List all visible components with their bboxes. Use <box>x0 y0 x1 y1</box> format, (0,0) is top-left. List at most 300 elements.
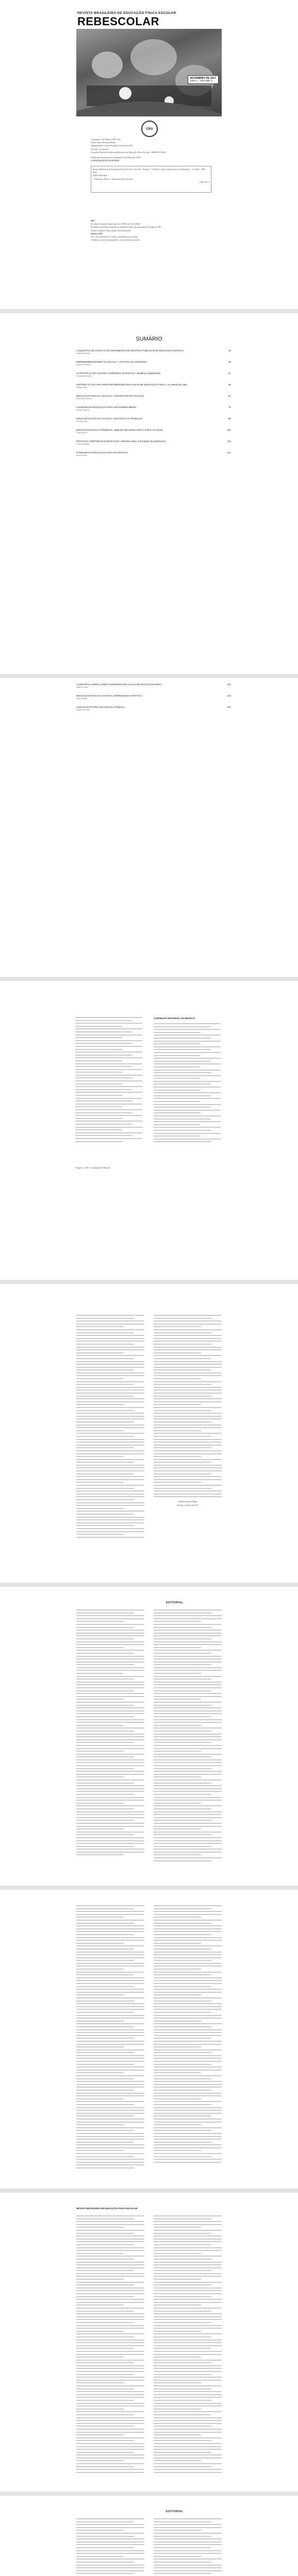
colophon-bottom-4: Editora CRV <box>91 232 103 235</box>
text-line <box>154 1459 222 1460</box>
text-line <box>154 1644 222 1645</box>
text-line <box>154 1727 222 1728</box>
text-line <box>154 1462 211 1463</box>
text-line <box>76 1725 124 1726</box>
text-line <box>154 1384 211 1385</box>
text-line <box>154 1785 222 1786</box>
text-line <box>76 2215 144 2216</box>
text-line <box>76 1852 144 1853</box>
text-line <box>154 2313 222 2314</box>
summary-item-authors: Juliana Mendes <box>76 352 90 354</box>
text-line <box>154 2104 211 2105</box>
text-line <box>76 2466 134 2467</box>
text-line <box>154 1713 222 1714</box>
text-line <box>154 1834 211 1835</box>
text-line <box>154 1682 222 1683</box>
text-line <box>76 1783 134 1784</box>
page-separator <box>0 1583 298 1587</box>
text-line <box>76 1407 144 1408</box>
text-line <box>154 1969 201 1970</box>
text-line <box>154 1329 222 1330</box>
text-line <box>76 1826 144 1827</box>
text-line <box>154 1745 222 1746</box>
text-line <box>76 2162 144 2163</box>
text-line <box>76 2070 144 2071</box>
text-line <box>76 1670 144 1671</box>
text-line <box>76 1476 144 1477</box>
text-line <box>154 2090 211 2091</box>
text-line <box>76 2463 144 2464</box>
text-line <box>154 2267 222 2268</box>
text-line <box>76 1499 134 1500</box>
summary-item-authors: Daniel Ferreira <box>76 709 90 711</box>
page-separator <box>0 674 298 678</box>
page9-right <box>154 2518 222 2576</box>
text-line <box>154 2159 222 2160</box>
text-line <box>154 2113 222 2114</box>
text-line <box>76 2098 124 2099</box>
editorial-left-column <box>76 1315 144 1539</box>
text-line <box>154 2562 211 2563</box>
text-line <box>154 1989 222 1990</box>
text-line <box>154 1656 222 1657</box>
text-line <box>154 2556 201 2557</box>
text-line <box>76 1693 144 1694</box>
text-line <box>154 1699 201 1700</box>
text-line <box>154 1375 222 1376</box>
text-line <box>76 2556 124 2557</box>
summary-item-authors: Thiago Silva <box>76 386 87 388</box>
text-line <box>154 1925 222 1926</box>
text-line <box>154 1837 222 1838</box>
colophon-bottom-0: 2017 <box>91 219 95 222</box>
text-line <box>76 1633 144 1634</box>
text-line <box>154 2362 211 2363</box>
text-line <box>154 1974 211 1975</box>
colophon-line-6: CATALOGAÇÃO NA FONTE <box>91 159 120 162</box>
colophon-line-2: Diagramação e Capa: Designers da Editora CRV <box>91 144 133 147</box>
text-line <box>154 2544 222 2545</box>
text-line <box>76 2469 144 2470</box>
text-line <box>76 2124 124 2125</box>
text-line <box>154 2521 211 2522</box>
summary-item-authors: Lucas Andrade <box>76 443 90 445</box>
text-line <box>154 2290 222 2291</box>
text-line <box>154 1736 222 1737</box>
text-line <box>76 1846 134 1847</box>
text-line <box>76 1808 134 1809</box>
article-page <box>0 2193 298 2492</box>
text-line <box>76 2159 144 2160</box>
text-line <box>76 1834 134 1835</box>
summary-page <box>0 313 298 674</box>
text-line <box>76 2127 144 2128</box>
text-line <box>154 1805 222 1806</box>
text-line <box>76 1494 144 1495</box>
text-line <box>154 1369 211 1370</box>
text-line <box>76 2354 144 2355</box>
text-line <box>154 1396 211 1397</box>
summary-item-title: EDUCAÇÃO FÍSICA E PESQUISA: algumas discussões sobre o ensino na escola <box>76 429 163 431</box>
text-line <box>154 1992 222 1993</box>
text-line <box>76 1923 134 1924</box>
text-line <box>154 1849 222 1850</box>
text-line <box>154 2147 222 2148</box>
text-line <box>154 2414 211 2415</box>
text-line <box>154 2110 222 2111</box>
text-line <box>154 1725 201 1726</box>
text-line <box>76 1488 134 1489</box>
text-line <box>76 2437 144 2438</box>
summary-item-title: EDUCAÇÃO FÍSICA E CULTURA: DIVERSIDADE E PRÁTICA <box>76 694 143 697</box>
text-line <box>76 1442 144 1443</box>
text-line <box>154 1983 222 1984</box>
text-line <box>76 2264 144 2265</box>
text-line <box>154 2061 222 2062</box>
text-line <box>76 1911 144 1912</box>
text-line <box>76 1983 144 1984</box>
text-line <box>154 1693 222 1694</box>
text-line <box>154 2029 222 2030</box>
text-line <box>76 2147 144 2148</box>
text-line <box>154 2144 222 2145</box>
text-line <box>154 2518 222 2519</box>
text-line <box>154 1621 201 1622</box>
text-line <box>154 2012 211 2013</box>
text-line <box>76 2221 144 2222</box>
text-line <box>76 2250 144 2251</box>
text-line <box>76 2287 144 2289</box>
text-line <box>154 2357 201 2358</box>
text-line <box>76 1427 144 1428</box>
text-line <box>76 2357 124 2358</box>
text-line <box>76 1969 124 1970</box>
cover-badge-text: CRV <box>146 127 153 131</box>
text-line <box>76 1977 144 1978</box>
text-line <box>154 1613 211 1614</box>
summary-item-title: HISTÓRIA E CULTURA AFRICANA/INDÍGENA NAS AULAS DE EDUCAÇÃO FÍSICA: um estudo de caso <box>76 383 187 386</box>
text-line <box>154 1615 222 1616</box>
text-line <box>154 2026 211 2027</box>
text-line <box>154 1928 222 1929</box>
text-line <box>154 1442 222 1443</box>
text-line <box>154 2405 222 2406</box>
text-line <box>76 2409 124 2410</box>
page-separator <box>0 2492 298 2496</box>
text-line <box>76 1788 144 1789</box>
cip-line-0: ISSN 2359-4810 <box>93 174 108 177</box>
text-line <box>76 1344 134 1345</box>
text-line <box>154 1826 222 1827</box>
text-line <box>154 2365 222 2366</box>
text-line <box>154 2411 222 2412</box>
text-line <box>154 1765 222 1766</box>
text-line <box>76 2026 134 2027</box>
text-line <box>154 2139 222 2140</box>
text-line <box>154 2342 222 2343</box>
colophon-line-0: Copyright © da Editora CRV Ltda. <box>91 138 121 141</box>
text-line <box>76 1430 124 1431</box>
text-line <box>154 1707 222 1708</box>
text-line <box>76 2012 134 2013</box>
board-title: CONSELHO EDITORIAL DA REVISTA <box>154 1017 195 1020</box>
text-line <box>76 2003 144 2004</box>
page7-left <box>76 1905 144 2171</box>
text-line <box>76 2443 144 2444</box>
page8-right <box>154 2215 222 2475</box>
text-line <box>76 1320 144 1321</box>
text-line <box>154 2044 222 2045</box>
text-line <box>76 1413 144 1414</box>
text-line <box>76 2167 134 2168</box>
text-line <box>76 1928 144 1929</box>
text-line <box>154 1473 211 1475</box>
text-line <box>154 2081 222 2082</box>
text-line <box>154 2230 222 2231</box>
summary-item-title: A GINÁSTICA GERAL COMO CONTEÚDO NAS AULAS DE EDUCAÇÃO FÍSICA <box>76 683 162 686</box>
text-line <box>76 2348 134 2349</box>
text-line <box>154 1633 222 1634</box>
summary-item-authors: Marcio Frederico <box>76 364 91 366</box>
text-line <box>154 1407 222 1408</box>
text-line <box>76 2328 144 2329</box>
text-line <box>154 1618 222 1619</box>
summary-item-title: A EDUCAÇÃO FÍSICA NA ESCOLA PÚBLICA <box>76 706 125 708</box>
text-line <box>76 2130 134 2131</box>
text-line <box>154 1338 222 1339</box>
text-line <box>76 1713 144 1714</box>
cover-brand: REBESCOLAR <box>77 15 160 28</box>
text-line <box>154 1931 222 1932</box>
text-line <box>154 2058 222 2059</box>
text-line <box>154 2311 211 2312</box>
text-line <box>154 2084 222 2085</box>
text-line <box>154 1788 222 1789</box>
article-page-2 <box>0 2496 298 2576</box>
text-line <box>154 2316 222 2317</box>
text-line <box>154 2454 222 2455</box>
text-line <box>154 2452 211 2453</box>
text-line <box>76 2365 144 2366</box>
text-line <box>76 2340 144 2341</box>
cover-journal-line: REVISTA BRASILEIRA DE EDUCAÇÃO FÍSICA ESCOLAR <box>77 11 176 15</box>
text-line <box>76 1794 134 1795</box>
text-line <box>76 1954 144 1955</box>
text-line <box>76 1324 144 1325</box>
text-line <box>76 1707 144 1708</box>
text-line <box>76 1653 134 1654</box>
text-line <box>154 1811 222 1812</box>
text-line <box>76 1421 134 1422</box>
text-line <box>76 1800 144 1801</box>
text-line <box>76 2279 124 2280</box>
text-line <box>154 2235 222 2236</box>
text-line <box>76 1647 124 1648</box>
text-line <box>154 1416 222 1417</box>
text-line <box>76 2331 124 2332</box>
text-line <box>76 2122 144 2123</box>
text-line <box>154 2371 222 2372</box>
text-line <box>154 1774 222 1775</box>
text-line <box>76 1756 134 1757</box>
text-line <box>154 1756 211 1757</box>
text-line <box>76 1940 144 1941</box>
text-line <box>76 2403 144 2404</box>
text-line <box>76 1467 144 1468</box>
text-line <box>76 2001 134 2002</box>
text-line <box>76 2426 134 2427</box>
text-line <box>154 1731 211 1732</box>
text-line <box>76 2360 144 2361</box>
text-line <box>76 2382 124 2383</box>
text-line <box>154 1367 222 1368</box>
text-line <box>76 1618 144 1619</box>
text-line <box>154 2009 222 2010</box>
text-line <box>76 2518 144 2519</box>
text-line <box>154 1418 222 1419</box>
text-line <box>154 2354 222 2355</box>
text-line <box>154 2227 201 2228</box>
text-line <box>154 2437 222 2438</box>
colophon-line-4: Conselho Editorial da Revista Brasileira de Educação Física Escolar - REBESCOLAR <box>91 150 166 154</box>
text-line <box>154 2256 222 2257</box>
text-line <box>154 1854 201 1855</box>
summary-item-authors: Fernanda Moreira <box>76 375 92 377</box>
text-line <box>154 1994 201 1995</box>
text-line <box>154 1917 201 1918</box>
summary-item-authors: Pedro Campos <box>76 409 90 411</box>
text-line <box>76 1765 144 1766</box>
text-line <box>76 1774 144 1775</box>
text-line <box>154 1780 222 1781</box>
text-line <box>154 1496 222 1497</box>
text-line <box>154 1315 222 1316</box>
text-line <box>154 2287 222 2289</box>
text-line <box>154 1465 222 1466</box>
text-line <box>154 2124 201 2125</box>
text-line <box>154 1679 211 1680</box>
text-line <box>76 2038 134 2039</box>
text-line <box>76 2087 144 2088</box>
text-line <box>154 1658 222 1659</box>
page-separator <box>0 1886 298 1890</box>
text-line <box>76 1624 144 1625</box>
text-line <box>154 2115 211 2116</box>
text-line <box>154 1980 222 1981</box>
text-line <box>154 2394 222 2395</box>
text-line <box>154 2078 211 2079</box>
text-line <box>76 1751 124 1752</box>
text-line <box>154 2162 222 2163</box>
text-line <box>76 2081 144 2082</box>
text-line <box>76 2052 134 2053</box>
text-line <box>154 2153 222 2154</box>
text-line <box>76 2550 144 2551</box>
text-line <box>154 2293 222 2294</box>
text-line <box>154 1430 201 1431</box>
text-line <box>154 1393 222 1394</box>
text-line <box>154 1702 222 1703</box>
article-header: REVISTA BRASILEIRA DE EDUCAÇÃO FÍSICA ESCOLAR <box>76 2207 138 2210</box>
text-line <box>76 2049 144 2050</box>
text-line <box>154 2119 222 2120</box>
text-line <box>76 1687 144 1688</box>
text-line <box>76 1823 144 1824</box>
text-line <box>76 1992 144 1993</box>
text-line <box>154 1453 222 1454</box>
text-line <box>154 2299 222 2300</box>
text-line <box>76 2110 144 2111</box>
text-line <box>76 2095 144 2096</box>
text-line <box>76 1470 144 1471</box>
text-line <box>154 1940 222 1941</box>
text-line <box>76 1641 144 1642</box>
text-line <box>76 2061 144 2062</box>
text-line <box>76 2432 144 2433</box>
text-line <box>154 1771 222 1772</box>
text-line <box>76 1673 124 1674</box>
summary-item-page: 55 <box>228 383 231 386</box>
text-line <box>154 2391 222 2392</box>
text-line <box>154 2380 222 2381</box>
text-line <box>76 1925 144 1926</box>
text-line <box>76 1505 144 1506</box>
summary-item-page: 19 <box>228 349 231 352</box>
text-line <box>76 2153 144 2154</box>
text-line <box>154 2434 201 2435</box>
text-line <box>154 1977 222 1978</box>
text-line <box>76 2414 134 2415</box>
text-line <box>76 1997 144 1998</box>
text-line <box>154 1358 211 1359</box>
text-line <box>76 1828 124 1829</box>
summary-item <box>76 429 231 434</box>
text-line <box>154 1413 222 1414</box>
text-line <box>76 1811 144 1812</box>
text-line <box>154 1664 211 1665</box>
text-line <box>76 1378 124 1379</box>
text-line <box>76 1465 144 1466</box>
text-line <box>76 1479 144 1480</box>
text-line <box>154 1381 222 1382</box>
text-line <box>76 1702 144 1703</box>
text-line <box>76 1615 144 1616</box>
colophon-line-3: Revisão: Os Autores <box>91 147 109 150</box>
text-line <box>154 2345 222 2346</box>
text-line <box>154 2429 222 2430</box>
text-line <box>154 1427 222 1428</box>
text-line <box>76 2072 124 2073</box>
text-line <box>76 1963 144 1964</box>
text-line <box>76 1638 134 1639</box>
text-line <box>154 2259 211 2260</box>
text-line <box>76 1914 144 1915</box>
summary-item-page: 89 <box>228 417 231 420</box>
text-line <box>154 2400 211 2401</box>
text-line <box>154 2340 222 2341</box>
text-line <box>154 1436 211 1437</box>
text-line <box>154 1650 222 1651</box>
editorial-signature-date: 30 de novembro de 2017 <box>177 1503 198 1506</box>
text-line <box>154 1450 222 1451</box>
text-line <box>76 2452 134 2453</box>
text-line <box>154 2420 222 2421</box>
page-separator <box>0 1280 298 1284</box>
summary-item-authors: Carla Nunes <box>76 432 88 434</box>
text-line <box>154 1696 222 1697</box>
text-line <box>76 1994 124 1995</box>
text-line <box>76 2423 144 2424</box>
